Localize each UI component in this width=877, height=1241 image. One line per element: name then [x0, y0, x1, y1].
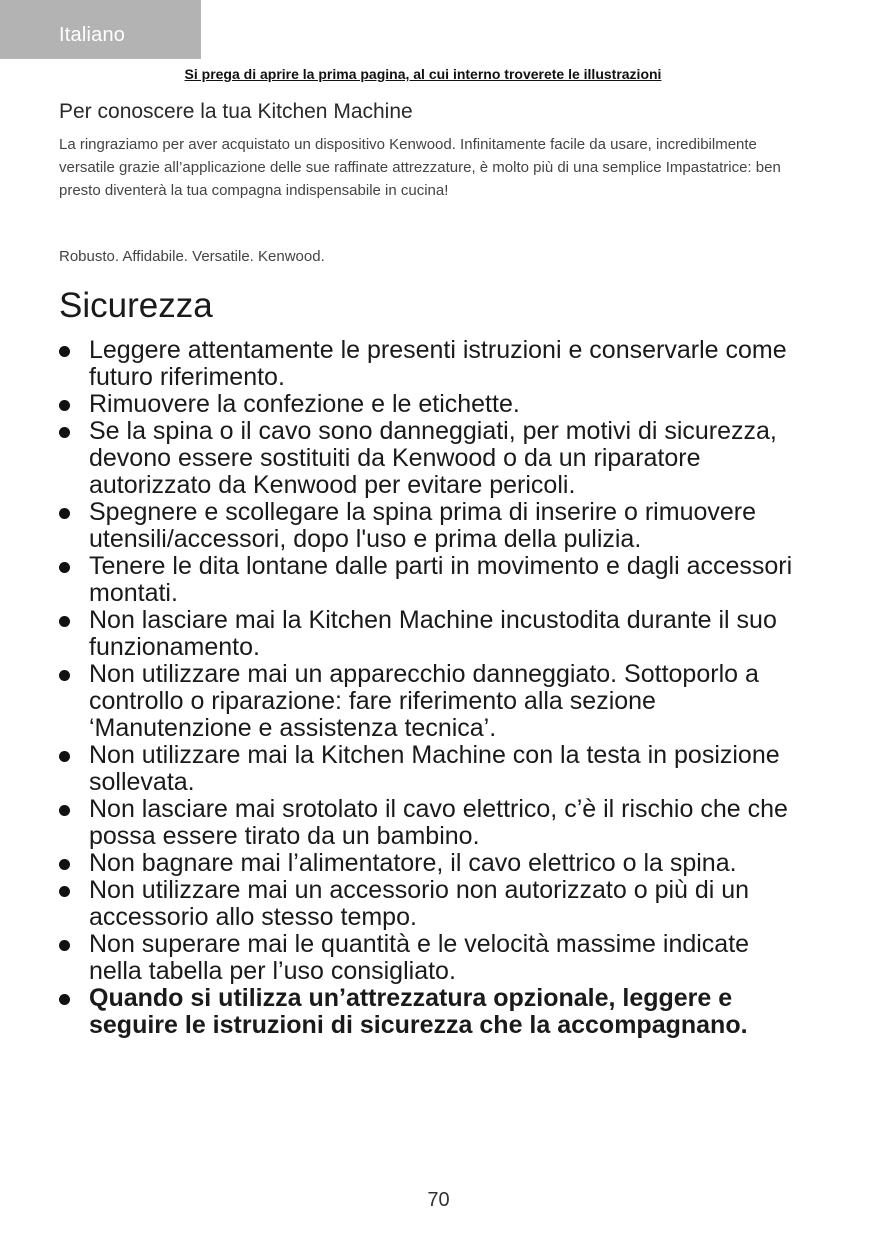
- safety-item-text: Leggere attentamente le presenti istruzioni e conservarle come futuro riferimento.: [89, 336, 787, 391]
- safety-section-title: Sicurezza: [59, 286, 213, 325]
- intro-body: La ringraziamo per aver acquistato un dispositivo Kenwood. Infinitamente facile da usare, incredibilmente versatile grazie all’applicazione delle sue raffinate attrezzature, è molto più di una semplice Impastatrice: ben presto diventerà la tua compagna indispensabile in cucina!: [59, 136, 781, 199]
- bullet-icon: [59, 940, 70, 951]
- safety-item-text: Quando si utilizza un’attrezzatura opzionale, leggere e seguire le istruzioni di sicurezza che la accompagnano.: [89, 984, 748, 1039]
- safety-item: [59, 553, 799, 607]
- safety-item-text: Spegnere e scollegare la spina prima di inserire o rimuovere utensili/accessori, dopo l'uso e prima della pulizia.: [89, 498, 757, 553]
- safety-item-text: Tenere le dita lontane dalle parti in movimento e dagli accessori montati.: [89, 552, 793, 607]
- safety-item-text: Non bagnare mai l’alimentatore, il cavo elettrico o la spina.: [89, 849, 737, 877]
- safety-item: [59, 499, 799, 553]
- safety-item: [59, 607, 799, 661]
- safety-item-text: Rimuovere la confezione e le etichette.: [89, 390, 520, 418]
- safety-item-text: Non utilizzare mai un accessorio non autorizzato o più di un accessorio allo stesso tempo.: [89, 876, 750, 931]
- intro-title: Per conoscere la tua Kitchen Machine: [59, 100, 413, 123]
- bullet-icon: [59, 508, 70, 519]
- safety-item: [59, 931, 799, 985]
- safety-item: [59, 796, 799, 850]
- safety-item-text: Non lasciare mai la Kitchen Machine incustodita durante il suo funzionamento.: [89, 606, 777, 661]
- bullet-icon: [59, 886, 70, 897]
- bullet-icon: [59, 400, 70, 411]
- bullet-icon: [59, 562, 70, 573]
- safety-item: [59, 877, 799, 931]
- safety-item: [59, 337, 799, 391]
- bullet-icon: [59, 751, 70, 762]
- safety-item-text: Non lasciare mai srotolato il cavo elettrico, c’è il rischio che che possa essere tirato da un bambino.: [89, 795, 788, 850]
- bullet-icon: [59, 670, 70, 681]
- safety-item: [59, 391, 799, 418]
- safety-item-text: Non utilizzare mai la Kitchen Machine con la testa in posizione sollevata.: [89, 741, 780, 796]
- safety-item: [59, 661, 799, 742]
- safety-list: [59, 337, 799, 1039]
- language-tab: Italiano: [0, 0, 201, 59]
- illustrations-notice: Si prega di aprire la prima pagina, al cui interno troverete le illustrazioni: [184, 66, 662, 82]
- bullet-icon: [59, 859, 70, 870]
- safety-item-text: Non superare mai le quantità e le velocità massime indicate nella tabella per l’uso consigliato.: [89, 930, 750, 985]
- bullet-icon: [59, 427, 70, 438]
- page-number: 70: [427, 1189, 450, 1211]
- safety-item: [59, 850, 799, 877]
- bullet-icon: [59, 616, 70, 627]
- bullet-icon: [59, 346, 70, 357]
- safety-item-text: Se la spina o il cavo sono danneggiati, per motivi di sicurezza, devono essere sostituiti da Kenwood o da un riparatore autorizzato da Kenwood per evitare pericoli.: [89, 417, 777, 499]
- bullet-icon: [59, 994, 70, 1005]
- tagline: Robusto. Affidabile. Versatile. Kenwood.: [59, 248, 325, 265]
- safety-item: [59, 742, 799, 796]
- bullet-icon: [59, 805, 70, 816]
- safety-item: [59, 418, 799, 499]
- safety-item-attachments: [59, 985, 799, 1039]
- safety-item-text: Non utilizzare mai un apparecchio danneggiato. Sottoporlo a controllo o riparazione: fare riferimento alla sezione ‘Manutenzione e assistenza tecnica’.: [89, 660, 759, 742]
